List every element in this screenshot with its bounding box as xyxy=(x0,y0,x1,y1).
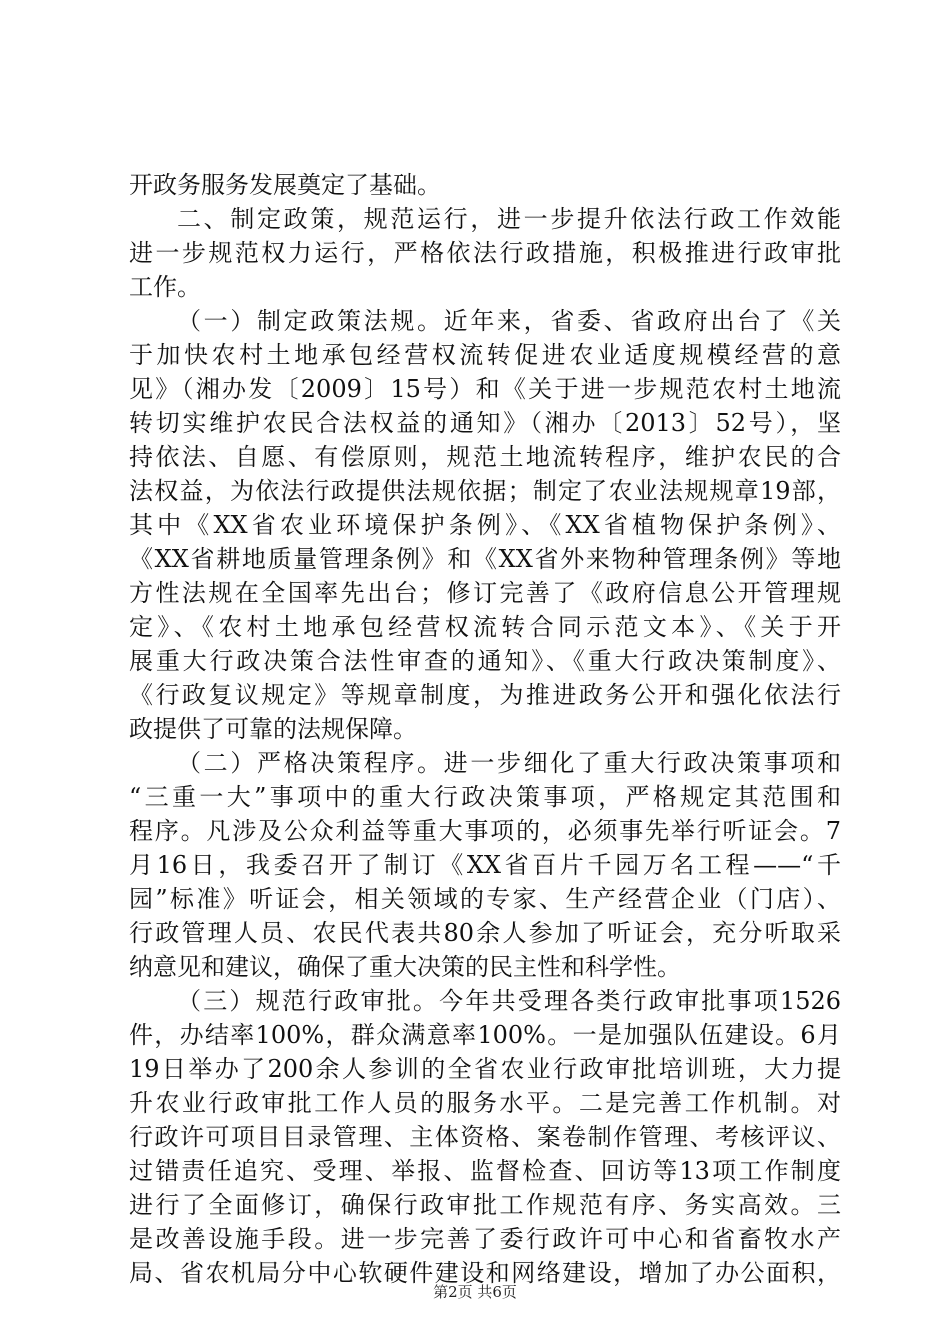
text-line: 程序。凡涉及公众利益等重大事项的，必须事先举行听证会。7 xyxy=(129,817,841,845)
text-line: 二、制定政策，规范运行，进一步提升依法行政工作效能 xyxy=(177,205,841,233)
text-line: 19日举办了200余人参训的全省农业行政审批培训班，大力提 xyxy=(129,1055,841,1083)
text-line: 方性法规在全国率先出台；修订完善了《政府信息公开管理规 xyxy=(129,579,841,607)
text-line: “三重一大”事项中的重大行政决策事项，严格规定其范围和 xyxy=(129,783,841,811)
text-line: 开政务服务发展奠定了基础。 xyxy=(129,171,441,199)
text-line: 持依法、自愿、有偿原则，规范土地流转程序，维护农民的合 xyxy=(129,443,841,471)
text-line: （三）规范行政审批。今年共受理各类行政审批事项1526 xyxy=(177,987,841,1015)
text-line: 《行政复议规定》等规章制度，为推进政务公开和强化依法行 xyxy=(129,681,841,709)
text-line: 展重大行政决策合法性审查的通知》、《重大行政决策制度》、 xyxy=(129,647,841,675)
text-line: 法权益，为依法行政提供法规依据；制定了农业法规规章19部， xyxy=(129,477,841,505)
text-line: 进一步规范权力运行，严格依法行政措施，积极推进行政审批 xyxy=(129,239,841,267)
text-line: 升农业行政审批工作人员的服务水平。二是完善工作机制。对 xyxy=(129,1089,841,1117)
text-line: 定》、《农村土地承包经营权流转合同示范文本》、《关于开 xyxy=(129,613,841,641)
text-line: 过错责任追究、受理、举报、监督检查、回访等13项工作制度 xyxy=(129,1157,841,1185)
text-line: 转切实维护农民合法权益的通知》（湘办〔2013〕52号），坚 xyxy=(129,409,841,437)
text-line: 是改善设施手段。进一步完善了委行政许可中心和省畜牧水产 xyxy=(129,1225,841,1253)
text-line: 局、省农机局分中心软硬件建设和网络建设，增加了办公面积， xyxy=(129,1259,841,1287)
text-line: 于加快农村土地承包经营权流转促进农业适度规模经营的意 xyxy=(129,341,841,369)
text-line: 政提供了可靠的法规保障。 xyxy=(129,715,417,743)
text-line: （二）严格决策程序。进一步细化了重大行政决策事项和 xyxy=(177,749,841,777)
text-line: 《XX省耕地质量管理条例》和《XX省外来物种管理条例》等地 xyxy=(129,545,841,573)
text-line: 其中《XX省农业环境保护条例》、《XX省植物保护条例》、 xyxy=(129,511,841,539)
document-body xyxy=(129,168,841,1290)
text-line: （一）制定政策法规。近年来，省委、省政府出台了《关 xyxy=(177,307,841,335)
text-line: 进行了全面修订，确保行政审批工作规范有序、务实高效。三 xyxy=(129,1191,841,1219)
text-line: 见》（湘办发〔2009〕15号）和《关于进一步规范农村土地流 xyxy=(129,375,841,403)
text-line: 月16日，我委召开了制订《XX省百片千园万名工程——“千 xyxy=(129,851,841,879)
page-footer: 第2页 共6页 xyxy=(433,1283,517,1301)
text-line: 园”标准》听证会，相关领域的专家、生产经营企业（门店）、 xyxy=(129,885,841,913)
text-line: 工作。 xyxy=(129,273,201,301)
text-line: 纳意见和建议，确保了重大决策的民主性和科学性。 xyxy=(129,953,681,981)
text-line: 行政管理人员、农民代表共80余人参加了听证会，充分听取采 xyxy=(129,919,841,947)
text-line: 件，办结率100%，群众满意率100%。一是加强队伍建设。6月 xyxy=(129,1021,841,1049)
text-line: 行政许可项目目录管理、主体资格、案卷制作管理、考核评议、 xyxy=(129,1123,841,1151)
